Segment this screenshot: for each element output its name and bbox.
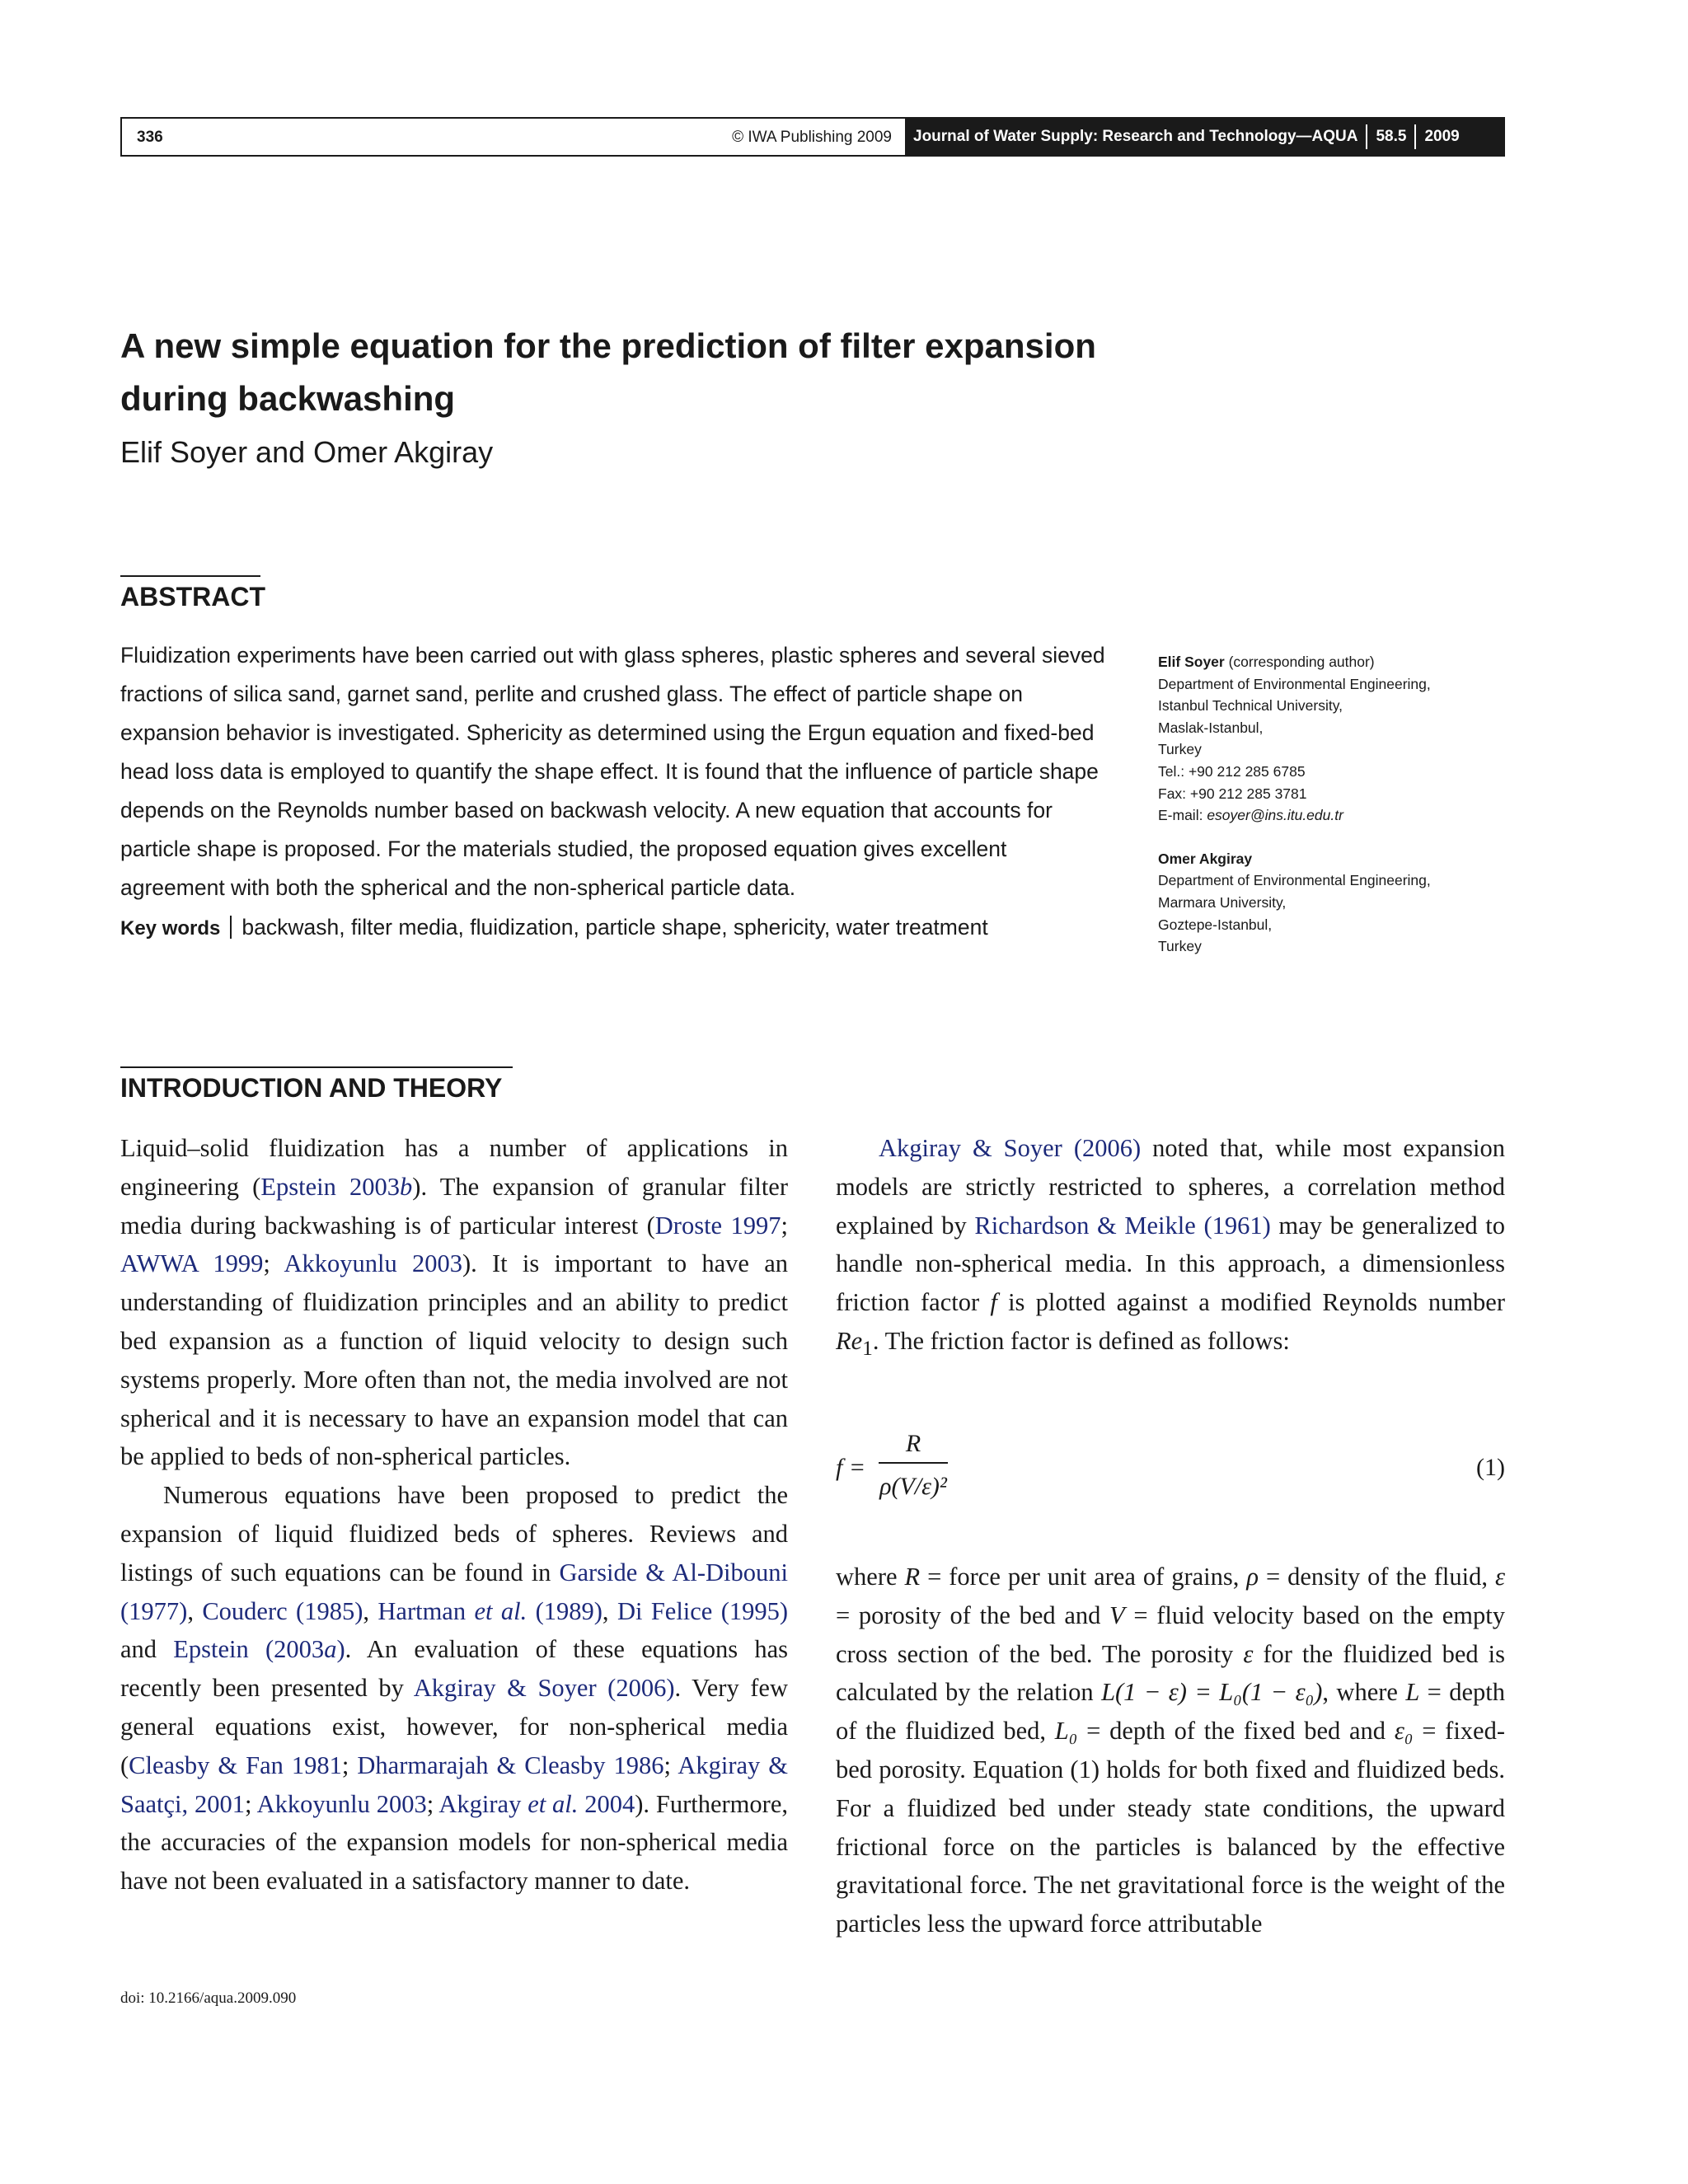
equation-1 [836,1426,1505,1516]
citation-link[interactable]: Cleasby & Fan 1981 [129,1750,342,1779]
page-number: 336 [137,129,163,146]
citation-link[interactable]: Akgiray & Saatçi, 2001 [120,1750,788,1818]
section-rule [120,575,260,577]
author1-note: (corresponding author) [1224,654,1375,670]
citation-link[interactable]: Dharmarajah & Cleasby 1986 [357,1750,664,1779]
citation-link[interactable]: Di Felice (1995) [617,1596,789,1625]
citation-link[interactable]: Epstein (2003a) [173,1635,345,1664]
author1-name: Elif Soyer [1158,654,1225,670]
author1-tel: Tel.: +90 212 285 6785 [1158,762,1306,780]
equation-number: (1) [1476,1454,1505,1481]
author2-university: Marmara University, [1158,893,1287,911]
equation-denominator: ρ(V/ε)² [879,1473,947,1500]
right-column-bottom [836,1558,1505,1943]
citation-link[interactable]: Akkoyunlu 2003 [284,1249,462,1278]
citation-link[interactable]: AWWA 1999 [120,1249,264,1278]
author2-city: Goztepe-Istanbul, [1158,916,1273,933]
email-label: E-mail: [1158,807,1207,824]
author1-fax: Fax: +90 212 285 3781 [1158,785,1307,802]
affiliations [1158,651,1488,958]
citation-link[interactable]: Akgiray & Soyer (2006) [413,1674,675,1703]
author1-university: Istanbul Technical University, [1158,697,1343,715]
left-column [120,1129,788,1900]
authors: Elif Soyer and Omer Akgiray [120,435,494,469]
author2-dept: Department of Environmental Engineering, [1158,872,1431,889]
citation-link[interactable]: Couderc (1985) [202,1596,363,1625]
copyright: © IWA Publishing 2009 [732,129,892,146]
author2-country: Turkey [1158,938,1202,955]
article-title: A new simple equation for the prediction of filter expansion during backwashing [120,326,1096,418]
section-rule [120,1066,513,1068]
intro-paragraph-2: Numerous equations have been proposed to predict the expansion of liquid fluidized beds of spheres. Reviews and listings of such equations can be found in Garside & Al-Dibouni (1977), Couderc (1985), Hartman et al. (1989), Di Felice (1995) and Epstein (2003a). An evaluation of these equations has recently been presented by Akgiray & Soyer (2006). Very few general equations exist, however, for non-spherical media (Cleasby & Fan 1981; Dharmarajah & Cleasby 1986; Akgiray & Saatçi, 2001; Akkoyunlu 2003; Akgiray et al. 2004). Furthermore, the accuracies of the expansion models for non-spherical media have not been evaluated in a satisfactory manner to date. [120,1481,789,1896]
intro-paragraph-3: Akgiray & Soyer (2006) noted that, while most expansion models are strictly restricted to spheres, a correlation method explained by Richardson & Meikle (1961) may be generalized to handle non-spherical media. In this approach, a dimensionless friction factor f is plotted against a modified Reynolds number $Re_1$. The friction factor is defined as follows: [836,1134,1505,1361]
journal-header [120,117,1505,157]
citation-link[interactable]: Akkoyunlu 2003 [256,1789,427,1818]
abstract-heading: ABSTRACT [120,582,265,612]
equation-fraction [879,1426,948,1510]
citation-link[interactable]: Akgiray & Soyer (2006) [879,1134,1142,1162]
equation-lhs: f = [836,1454,866,1481]
divider [230,916,232,939]
citation-link[interactable]: Droste 1997 [654,1211,781,1240]
journal-name: Journal of Water Supply: Research and Technology—AQUA [913,128,1358,145]
citation-link[interactable]: Epstein 2003b [260,1172,413,1201]
year: 2009 [1424,128,1460,145]
keywords [120,908,1109,948]
citation-link[interactable]: Akgiray et al. 2004 [438,1789,635,1818]
volume-issue: 58.5 [1376,128,1407,145]
author1-city: Maslak-Istanbul, [1158,719,1264,736]
keywords-label: Key words [120,917,221,940]
keywords-list: backwash, filter media, fluidization, particle shape, sphericity, water treatment [241,915,988,940]
equation-numerator: R [905,1430,921,1457]
intro-paragraph-1: Liquid–solid fluidization has a number of applications in engineering (Epstein 2003b). The expansion of granular filter media during backwashing is of particular interest (Droste 1997; AWWA 1999; Akkoyunlu 2003). It is important to have an understanding of fluidization principles and an ability to predict bed expansion as a function of liquid velocity to design such systems properly. More often than not, the media involved are not spherical and it is necessary to have an expansion model that can be applied to beds of non-spherical particles. [120,1134,788,1471]
citation-link[interactable]: Garside & Al-Dibouni (1977) [120,1558,788,1625]
author1-dept: Department of Environmental Engineering, [1158,675,1431,692]
abstract-text: Fluidization experiments have been carried out with glass spheres, plastic spheres and several sieved fractions of silica sand, garnet sand, perlite and crushed glass. The effect of particle shape on expansion behavior is investigated. Sphericity as determined using the Ergun equation and fixed-bed head loss data is employed to quantify the shape effect. It is found that the influence of particle shape depends on the Reynolds number based on backwash velocity. A new equation that accounts for particle shape is proposed. For the materials studied, the proposed equation gives excellent agreement with both the spherical and the non-spherical particle data. [120,643,1105,900]
author2-name: Omer Akgiray [1158,850,1253,867]
intro-heading: INTRODUCTION AND THEORY [120,1073,503,1103]
citation-link[interactable]: Hartman et al. (1989) [377,1596,603,1625]
intro-paragraph-4: where R = force per unit area of grains, ρ = density of the fluid, ε = porosity of the bed and V = fluid velocity based on the empty cross section of the bed. The porosity ε for the fluidized bed is calculated by the relation L(1 − ε) = L₀(1 − ε₀), where L = depth of the fluidized bed, L₀ = depth of the fixed bed and ε₀ = fixed-bed porosity. Equation (1) holds for both fixed and fluidized beds. For a fluidized bed under steady state conditions, the upward frictional force on the particles is balanced by the effective gravitational force. The net gravitational force is the weight of the particles less the upward force attributable [836,1563,1506,1938]
author1-country: Turkey [1158,741,1202,758]
journal-banner [905,117,1505,157]
citation-link[interactable]: Richardson & Meikle (1961) [974,1211,1271,1240]
right-column-top [836,1129,1505,1368]
author1-email[interactable]: esoyer@ins.itu.edu.tr [1207,807,1343,824]
doi[interactable]: doi: 10.2166/aqua.2009.090 [120,1990,297,2007]
